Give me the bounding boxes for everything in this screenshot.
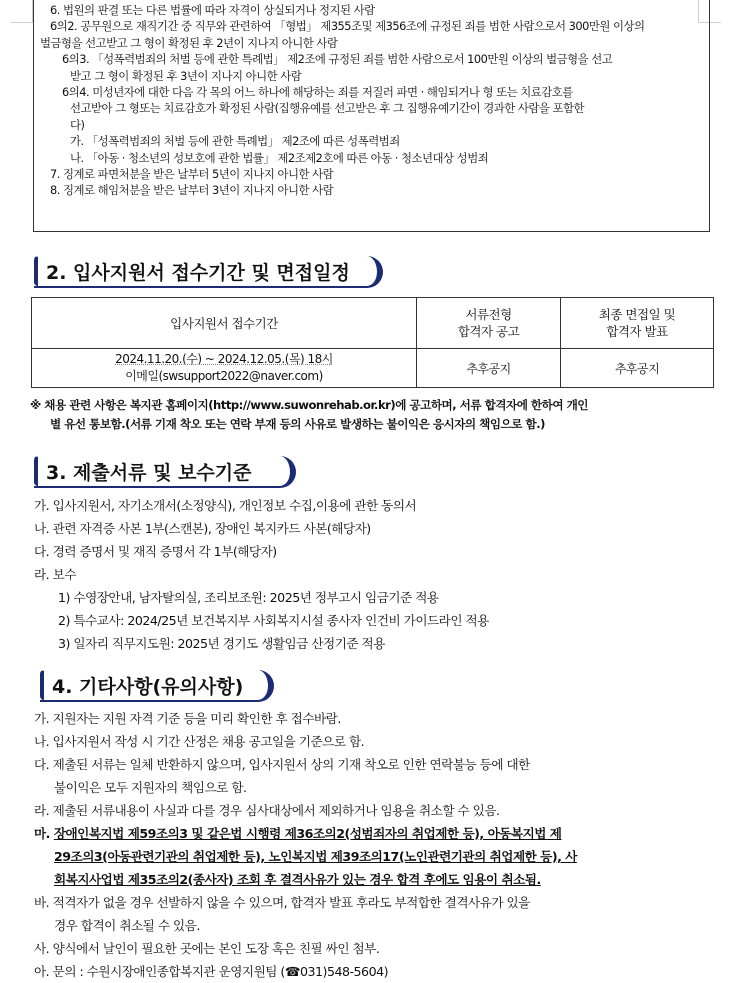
- list-item-continued: 경우 합격이 취소될 수 있음.: [54, 918, 200, 933]
- section-header-cap: [34, 456, 38, 486]
- header-document-result: [417, 298, 561, 349]
- list-item: 라. 제출된 서류내용이 사실과 다를 경우 심사대상에서 제외하거나 임용을 취소할 수 있음.: [34, 803, 500, 818]
- list-item: 다): [70, 117, 85, 132]
- important-text: 장애인복지법 제59조의3 및 같은법 시행령 제36조의2(성범죄자의 취업제한 등), 아동복지법 제: [53, 826, 562, 841]
- list-item: 나. 관련 자격증 사본 1부(스캔본), 장애인 복지카드 사본(해당자): [34, 521, 371, 536]
- header-document-result-line1: 서류전형: [465, 307, 512, 322]
- disqualification-box: [33, 0, 710, 232]
- application-email: 이메일(swsupport2022@naver.com): [125, 369, 323, 383]
- notice-line-1: ※ 채용 관련 사항은 복지관 홈페이지(http://www.suwonrehab.or.kr)에 공고하며, 서류 합격자에 한하여 개인: [30, 398, 588, 412]
- page-corner-mark-left: [10, 0, 33, 23]
- section-4-title: 4. 기타사항(유의사항): [52, 676, 244, 698]
- list-item: 6의3. 「성폭력범죄의 처벌 등에 관한 특례법」 제2조에 규정된 죄를 범한 사람으로서 100만원 이상의 벌금형을 선고: [62, 52, 613, 67]
- notice-line-2: 별 유선 통보함.(서류 기재 착오 또는 연락 부재 등의 사유로 발생하는 불이익은 응시자의 책임으로 함.): [50, 417, 545, 431]
- section-3-title: 3. 제출서류 및 보수기준: [46, 462, 252, 484]
- list-item: 선고받아 그 형또는 치료감호가 확정된 사람(집행유예를 선고받은 후 그 집행유예기간이 경과한 사람을 포함한: [70, 101, 585, 116]
- list-item: 사. 양식에서 날인이 필요한 곳에는 본인 도장 혹은 친필 싸인 첨부.: [34, 941, 380, 956]
- item-label: 마.: [34, 826, 50, 841]
- table-header-row: [32, 298, 714, 349]
- list-item: 6의2. 공무원으로 재직기간 중 직무와 관련하여 「형법」 제355조및 제356조에 규정된 죄를 범한 사람으로서 300만원 이상의: [50, 19, 645, 34]
- header-final-interview: [561, 298, 714, 349]
- section-header-cap: [34, 256, 38, 286]
- list-item: 가. 지원자는 지원 자격 기준 등을 미리 확인한 후 접수바람.: [34, 711, 341, 726]
- header-application-period: 입사지원서 접수기간: [32, 298, 417, 349]
- section-2-title: 2. 입사지원서 접수기간 및 면접일정: [46, 262, 350, 284]
- list-item: 6. 법원의 판결 또는 다른 법률에 따라 자격이 상실되거나 정지된 사람: [50, 3, 375, 17]
- pay-item: 1) 수영장안내, 남자탈의실, 조리보조원: 2025년 정부고시 임금기준 적용: [58, 590, 439, 605]
- list-item: 나. 입사지원서 작성 시 기간 산정은 채용 공고일을 기준으로 함.: [34, 734, 365, 749]
- list-item: 바. 적격자가 없을 경우 선발하지 않을 수 있으며, 합격자 발표 후라도 부적합한 결격사유가 있을: [34, 895, 530, 910]
- list-item: 7. 징계로 파면처분을 받은 날부터 5년이 지나지 아니한 사람: [50, 167, 334, 182]
- list-item-continued: [34, 868, 720, 891]
- other-notes-list: [34, 707, 720, 983]
- cell-application-period: [32, 349, 417, 388]
- list-item: 나. 「아동 · 청소년의 성보호에 관한 법률」 제2조제2호에 따른 아동 · 청소년대상 성범죄: [70, 150, 489, 165]
- pay-item: 3) 일자리 직무지도원: 2025년 경기도 생활임금 산정기준 적용: [58, 636, 385, 651]
- cell-document-result: 추후공지: [417, 349, 561, 388]
- contact-line: 아. 문의 : 수원시장애인종합복지관 운영지원팀 (☎031)548-5604): [34, 964, 389, 979]
- list-item: 다. 제출된 서류는 일체 반환하지 않으며, 입사지원서 상의 기재 착오로 인한 연락불능 등에 대한: [34, 757, 530, 772]
- important-text: 29조의3(아동관련기관의 취업제한 등), 노인복지법 제39조의17(노인관련기관의 취업제한 등), 사: [54, 849, 577, 864]
- section-header-cap: [40, 670, 44, 700]
- documents-list: [34, 494, 720, 655]
- header-final-interview-line1: 최종 면접일 및: [598, 307, 676, 322]
- list-item: 벌금형을 선고받고 그 형이 확정된 후 2년이 지나지 아니한 사람: [40, 35, 338, 50]
- list-item: 가. 입사지원서, 자기소개서(소정양식), 개인정보 수집,이용에 관한 동의서: [34, 498, 417, 513]
- important-text: 회복지사업법 제35조의2(종사자) 조회 후 결격사유가 있는 경우 합격 후에도 임용이 취소됨.: [54, 872, 541, 887]
- header-final-interview-line2: 합격자 발표: [606, 324, 668, 339]
- list-item-continued: 불이익은 모두 지원자의 책임으로 함.: [54, 780, 247, 795]
- application-period: 2024.11.20.(수) ~ 2024.12.05.(목) 18시: [115, 352, 333, 366]
- cell-final-result: 추후공지: [561, 349, 714, 388]
- schedule-table: [31, 297, 714, 388]
- list-item: 라. 보수: [34, 567, 77, 582]
- pay-item: 2) 특수교사: 2024/25년 보건복지부 사회복지시설 종사자 인건비 가이드라인 적용: [58, 613, 489, 628]
- recruitment-notice: [30, 396, 716, 434]
- table-row: [32, 349, 714, 388]
- list-item: 가. 「성폭력범죄의 처벌 등에 관한 특례법」 제2조에 따른 성폭력범죄: [70, 134, 400, 149]
- list-item-continued: [34, 845, 720, 868]
- header-document-result-line2: 합격자 공고: [457, 324, 520, 339]
- list-item: 받고 그 형이 확정된 후 3년이 지나지 아니한 사람: [70, 68, 302, 83]
- list-item: 8. 징계로 해임처분을 받은 날부터 3년이 지나지 아니한 사람: [50, 183, 334, 198]
- list-item: 6의4. 미성년자에 대한 다음 각 목의 어느 하나에 해당하는 죄를 저질러 파면 · 해임되거나 형 또는 치료감호를: [62, 85, 573, 100]
- list-item: 다. 경력 증명서 및 재직 증명서 각 1부(해당자): [34, 544, 277, 559]
- list-item-important: [34, 822, 720, 845]
